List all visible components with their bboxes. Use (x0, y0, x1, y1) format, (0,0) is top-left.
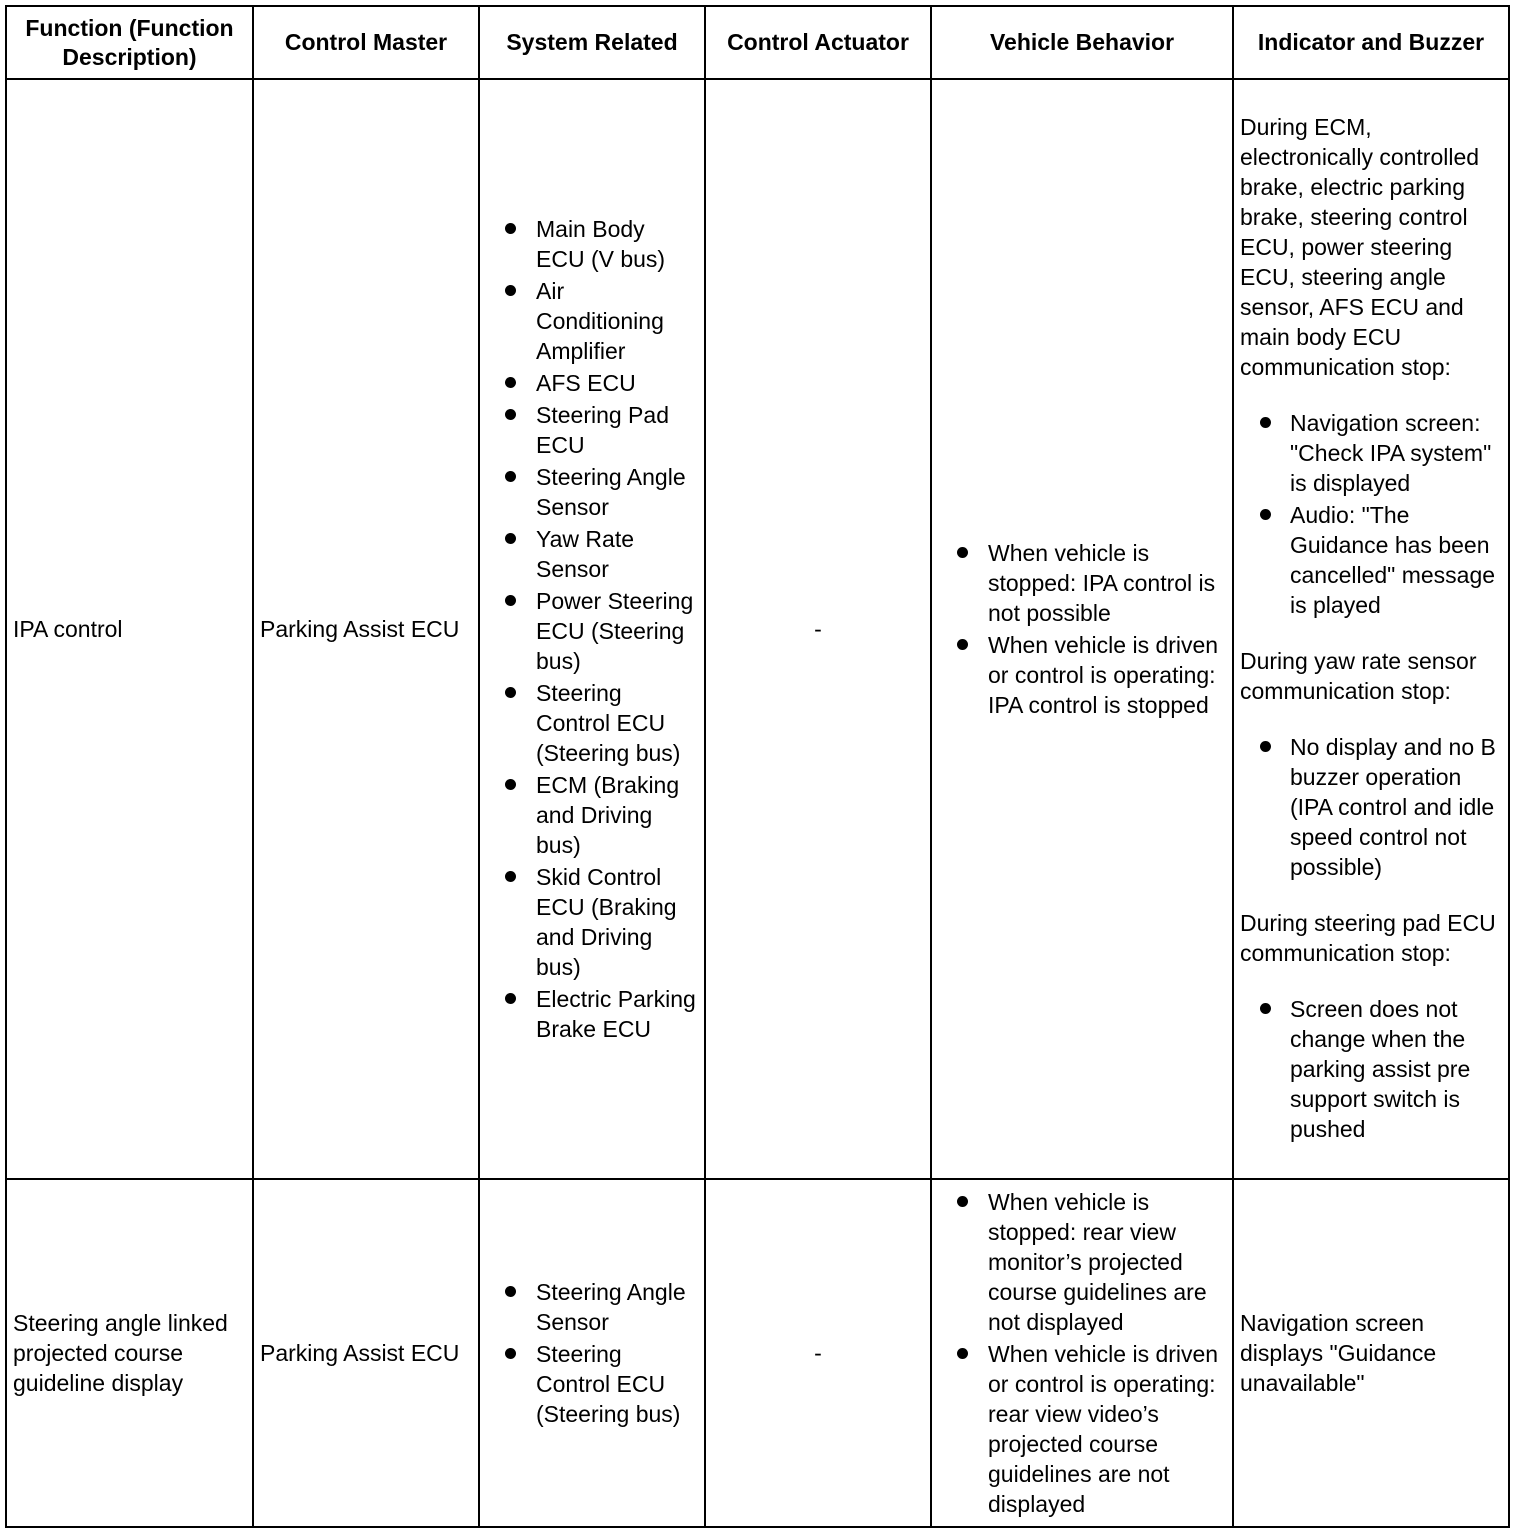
header-function: Function (Function Description) (6, 6, 253, 79)
list-item: Audio: "The Guidance has been cancelled" message is played (1240, 500, 1502, 620)
cell-indicator-buzzer (1233, 79, 1509, 1179)
list-item: Steering Angle Sensor (486, 462, 698, 522)
list-item: Skid Control ECU (Braking and Driving bus) (486, 862, 698, 982)
system-related-list (486, 1277, 698, 1429)
header-vehicle-behavior: Vehicle Behavior (931, 6, 1233, 79)
cell-control-master: Parking Assist ECU (253, 1179, 479, 1527)
indicator-list (1240, 994, 1502, 1144)
indicator-list (1240, 732, 1502, 882)
list-item: When vehicle is driven or control is operating: rear view video’s projected course guidelines are not displayed (938, 1339, 1226, 1519)
cell-control-master: Parking Assist ECU (253, 79, 479, 1179)
table-row (6, 1179, 1509, 1527)
cell-vehicle-behavior (931, 79, 1233, 1179)
list-item: No display and no B buzzer operation (IPA control and idle speed control not possible) (1240, 732, 1502, 882)
table-row (6, 79, 1509, 1179)
indicator-text: During ECM, electronically controlled brake, electric parking brake, steering control ECU, power steering ECU, steering angle sensor, AFS ECU and main body ECU communication stop: (1240, 114, 1480, 380)
list-item: Power Steering ECU (Steering bus) (486, 586, 698, 676)
header-control-master: Control Master (253, 6, 479, 79)
cell-indicator-buzzer: Navigation screen displays "Guidance unavailable" (1233, 1179, 1509, 1527)
list-item: Air Conditioning Amplifier (486, 276, 698, 366)
indicator-text: During steering pad ECU communication stop: (1240, 910, 1496, 966)
list-item: When vehicle is driven or control is operating: IPA control is stopped (938, 630, 1226, 720)
function-table (5, 5, 1510, 1528)
list-item: Steering Angle Sensor (486, 1277, 698, 1337)
vehicle-behavior-list (938, 538, 1226, 720)
list-item: Screen does not change when the parking assist pre support switch is pushed (1240, 994, 1502, 1144)
cell-vehicle-behavior (931, 1179, 1233, 1527)
list-item: Steering Control ECU (Steering bus) (486, 678, 698, 768)
cell-control-actuator: - (705, 79, 931, 1179)
list-item: ECM (Braking and Driving bus) (486, 770, 698, 860)
list-item: Steering Control ECU (Steering bus) (486, 1339, 698, 1429)
header-row (6, 6, 1509, 79)
system-related-list (486, 214, 698, 1044)
list-item: When vehicle is stopped: rear view monitor’s projected course guidelines are not displayed (938, 1187, 1226, 1337)
header-indicator-buzzer: Indicator and Buzzer (1233, 6, 1509, 79)
list-item: Electric Parking Brake ECU (486, 984, 698, 1044)
header-system-related: System Related (479, 6, 705, 79)
list-item: Yaw Rate Sensor (486, 524, 698, 584)
list-item: Steering Pad ECU (486, 400, 698, 460)
indicator-list (1240, 408, 1502, 620)
header-control-actuator: Control Actuator (705, 6, 931, 79)
cell-function: Steering angle linked projected course guideline display (6, 1179, 253, 1527)
list-item: AFS ECU (486, 368, 698, 398)
cell-function: IPA control (6, 79, 253, 1179)
indicator-text: During yaw rate sensor communication stop: (1240, 648, 1477, 704)
list-item: When vehicle is stopped: IPA control is not possible (938, 538, 1226, 628)
list-item: Main Body ECU (V bus) (486, 214, 698, 274)
vehicle-behavior-list (938, 1187, 1226, 1519)
cell-system-related (479, 1179, 705, 1527)
list-item: Navigation screen: "Check IPA system" is displayed (1240, 408, 1502, 498)
cell-system-related (479, 79, 705, 1179)
cell-control-actuator: - (705, 1179, 931, 1527)
